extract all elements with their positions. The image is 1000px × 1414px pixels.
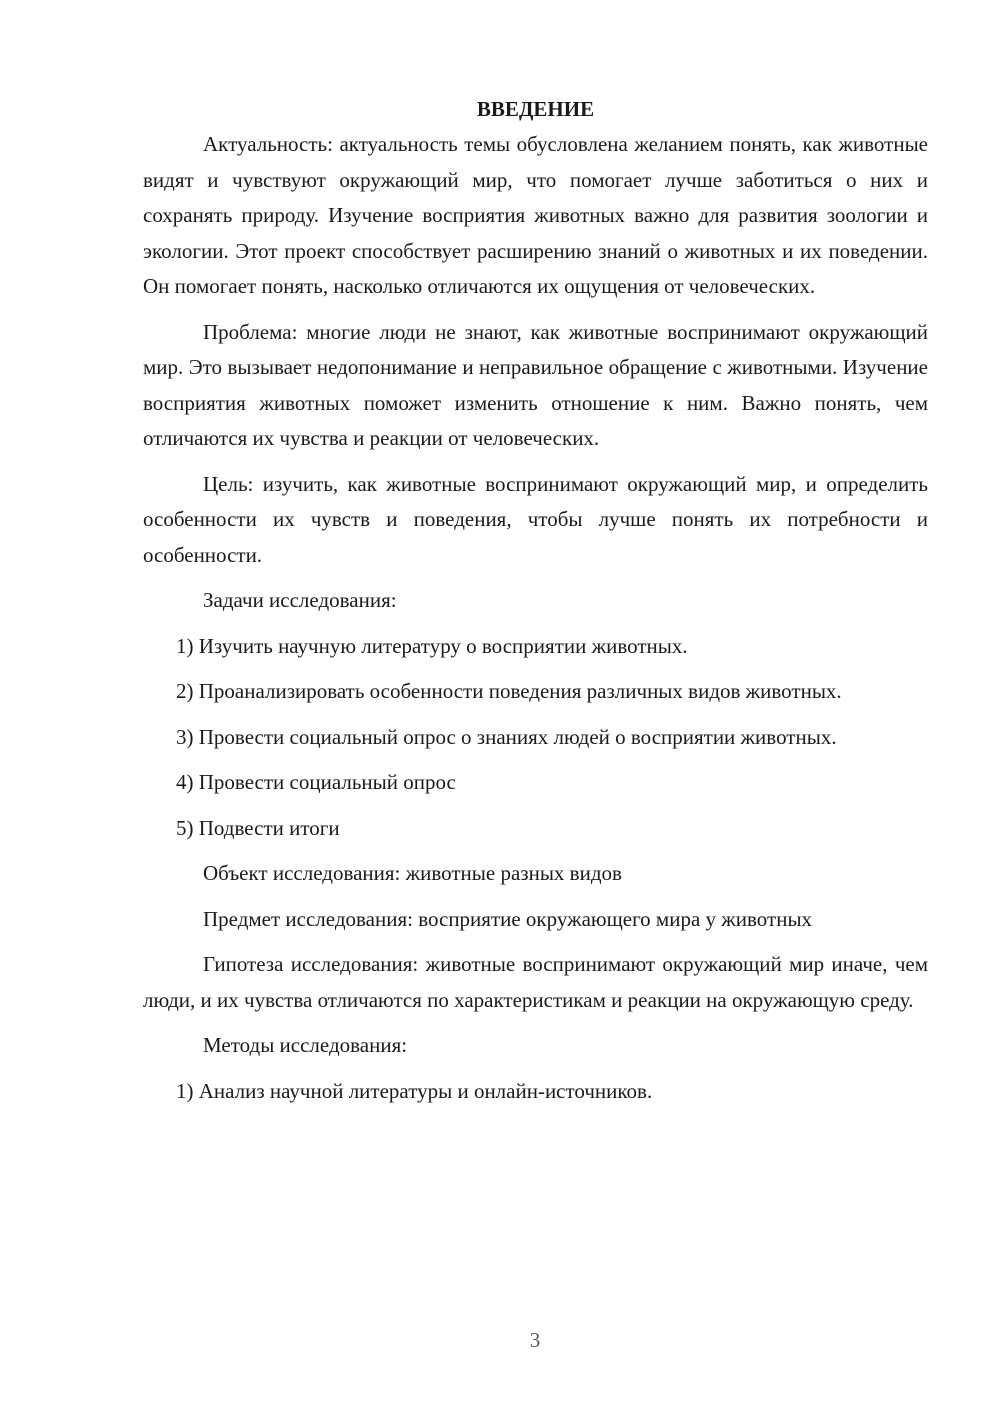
task-item: 5) Подвести итоги	[176, 815, 340, 840]
task-item: 1) Изучить научную литературу о восприятии животных.	[176, 633, 688, 658]
page-number: 3	[529, 1328, 541, 1352]
research-subject: Предмет исследования: восприятие окружающего мира у животных	[203, 906, 813, 931]
relevance-paragraph: Актуальность: актуальность темы обусловлена желанием понять, как животные видят и чувствуют окружающий мир, что помогает лучше заботиться о них и сохранять природу. Изучение восприятия животных важно для развития зоологии и экологии. Этот проект способствует расширению знаний о животных и их поведении. Он помогает понять, насколько отличаются их ощущения от человеческих.	[143, 132, 928, 298]
goal-paragraph: Цель: изучить, как животные воспринимают окружающий мир, и определить особенности их чувств и поведения, чтобы лучше понять их потребности и особенности.	[143, 471, 928, 567]
method-item: 1) Анализ научной литературы и онлайн-источников.	[176, 1078, 653, 1103]
methods-heading: Методы исследования:	[203, 1033, 408, 1057]
section-title: ВВЕДЕНИЕ	[476, 97, 595, 121]
task-item: 2) Проанализировать особенности поведения различных видов животных.	[176, 679, 842, 703]
problem-paragraph: Проблема: многие люди не знают, как животные воспринимают окружающий мир. Это вызывает недопонимание и неправильное обращение с животными. Изучение восприятия животных поможет изменить отношение к ним. Важно понять, чем отличаются их чувства и реакции от человеческих.	[143, 319, 928, 450]
document-page	[143, 92, 928, 1119]
task-item: 4) Провести социальный опрос	[176, 770, 456, 794]
task-item: 3) Провести социальный опрос о знаниях людей о восприятии животных.	[176, 724, 837, 749]
research-object: Объект исследования: животные разных видов	[203, 861, 622, 885]
research-hypothesis: Гипотеза исследования: животные воспринимают окружающий мир иначе, чем люди, и их чувства отличаются по характеристикам и реакции на окружающую среду.	[143, 952, 928, 1012]
tasks-heading: Задачи исследования:	[203, 588, 397, 612]
